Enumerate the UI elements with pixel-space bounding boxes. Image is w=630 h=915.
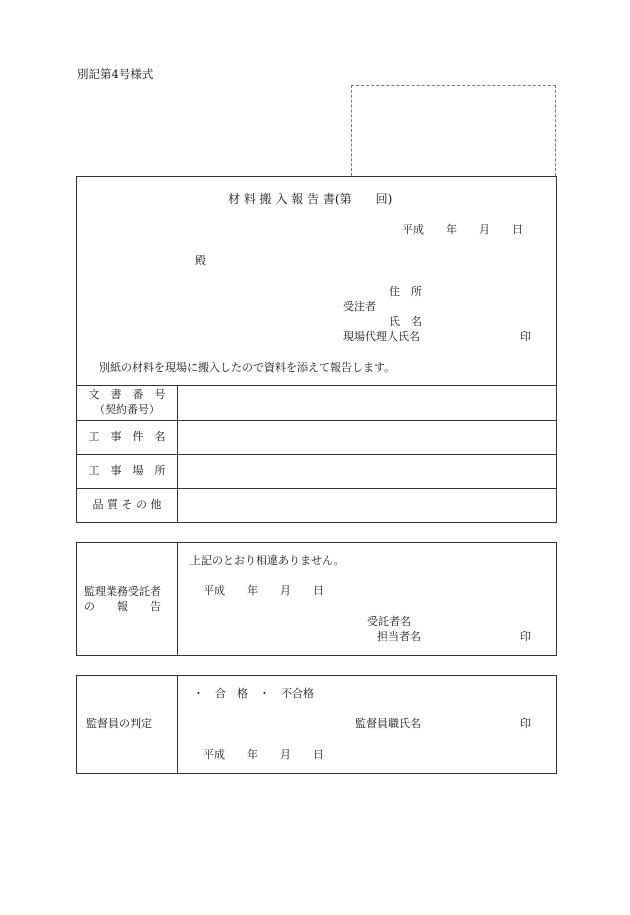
person-in-charge-label: 担当者名 [377,630,421,643]
field-label-project-location: 工 事 場 所 [88,464,166,477]
field-label-document-number: 文 書 番 号 [88,388,166,401]
inspector-label: 監督員の判定 [86,717,152,730]
supervisor-statement: 上記のとおり相違ありません。 [190,554,345,567]
supervisor-label-line2: の 報 告 [84,600,161,613]
supervisor-seal-mark: 印 [520,630,531,643]
report-title: 材 料 搬 入 報 告 書(第 回) [228,192,393,206]
trustee-label: 受託者名 [367,615,411,628]
field-label-quality-other: 品 質 そ の 他 [92,498,162,511]
field-label-project-name: 工 事 件 名 [88,430,166,443]
address-label: 住 所 [389,285,422,298]
quality-other-value[interactable] [185,499,545,513]
addressee-suffix: 殿 [195,254,206,267]
project-name-value[interactable] [185,431,545,445]
form-number: 別記第4号様式 [77,67,154,81]
report-date-line: 平成 年 月 日 [402,223,523,236]
inspector-name-label: 監督員職氏名 [355,717,421,730]
seal-mark: 印 [520,330,531,343]
inspector-date-line: 平成 年 月 日 [203,748,324,761]
contractor-label: 受注者 [343,300,376,313]
agent-label: 現場代理人氏名 [343,330,420,343]
report-statement: 別紙の材料を現場に搬入したので資料を添えて報告します。 [99,361,396,374]
judgment-options[interactable]: ・ 合 格 ・ 不合格 [193,687,314,700]
field-sublabel-contract-number: （契約番号） [94,403,160,416]
supervisor-label-line1: 監理業務受託者 [84,585,161,598]
stamp-area [351,85,556,176]
project-location-value[interactable] [185,465,545,479]
inspector-seal-mark: 印 [520,717,531,730]
name-label: 氏 名 [389,315,422,328]
document-number-value[interactable] [185,396,545,410]
supervisor-date-line: 平成 年 月 日 [203,584,324,597]
